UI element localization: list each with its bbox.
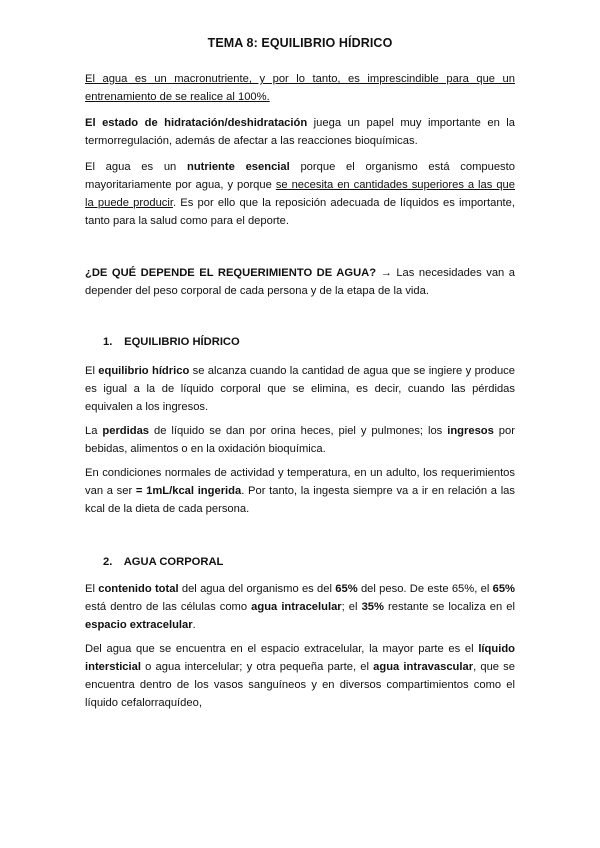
- bold-fragment: 65%: [335, 583, 358, 595]
- page-title: TEMA 8: EQUILIBRIO HÍDRICO: [207, 36, 393, 50]
- bold-fragment: espacio extracelular: [85, 619, 193, 631]
- bold-fragment: agua intravascular: [373, 661, 474, 673]
- text-fragment: , que se encuentra dentro de los vasos sanguíneos y en diversos compartimientos como el líquido cefalorraquídeo,: [85, 661, 515, 709]
- section1-paragraph-2: [85, 422, 515, 458]
- text-fragment: La: [85, 425, 103, 437]
- bold-fragment: 35%: [361, 601, 384, 613]
- bold-fragment: equilibrio hídrico: [98, 365, 190, 377]
- essential-nutrient-bold: nutriente esencial: [186, 161, 290, 173]
- hydration-bold: El estado de hidratación/deshidratación: [85, 117, 308, 129]
- hydration-paragraph: [85, 114, 515, 150]
- bold-fragment: contenido total: [98, 583, 179, 595]
- bold-fragment: = 1mL/kcal ingerida: [135, 485, 242, 497]
- text-fragment: En condiciones normales de actividad y temperatura, en un adulto, los requerimientos van a ser: [85, 467, 515, 497]
- text-fragment: se alcanza cuando la cantidad de agua que se ingiere y produce es igual a la de líquido corporal que se elimina, es decir, cuando las pérdidas equivalen a los ingresos.: [85, 365, 515, 413]
- underlined-fragment: se necesita en cantidades superiores a las que la puede producir: [85, 179, 515, 209]
- section-label: AGUA CORPORAL: [123, 556, 224, 568]
- intro-underlined-text: El agua es un macronutriente, y por lo tanto, es imprescindible para que un entrenamiento de se realice al 100%.: [85, 73, 515, 103]
- text-fragment: . Es por ello que la reposición adecuada de líquidos es importante, tanto para la salud como para el deporte.: [85, 197, 515, 227]
- text-fragment: . Por tanto, la ingesta siempre va a ir en relación a las kcal de la dieta de cada persona.: [85, 485, 515, 515]
- bold-fragment: agua intracelular: [251, 601, 342, 613]
- section-label: EQUILIBRIO HÍDRICO: [124, 336, 240, 348]
- bold-fragment: perdidas: [102, 425, 150, 437]
- section-heading-1: [103, 336, 240, 348]
- intro-paragraph: [85, 70, 515, 106]
- text-fragment: porque el organismo está compuesto mayoritariamente por agua, y porque: [85, 161, 515, 191]
- section-heading-2: [103, 556, 223, 568]
- text-fragment: .: [192, 619, 196, 631]
- bold-fragment: ingresos: [447, 425, 494, 437]
- section-number: 2.: [103, 556, 113, 568]
- section1-paragraph-1: [85, 362, 515, 416]
- text-fragment: está dentro de las células como: [85, 601, 252, 613]
- text-fragment: restante se localiza en el: [383, 601, 515, 613]
- section2-paragraph-1: [85, 580, 515, 634]
- text-fragment: del peso. De este 65%, el: [357, 583, 493, 595]
- text-fragment: ; el: [341, 601, 362, 613]
- text-fragment: El: [85, 365, 99, 377]
- text-fragment: El agua es un: [85, 161, 187, 173]
- text-fragment: Las necesidades van a depender del peso corporal de cada persona y de la etapa de la vida.: [85, 267, 516, 297]
- section1-paragraph-3: [85, 464, 515, 518]
- essential-nutrient-paragraph: [85, 158, 515, 230]
- text-fragment: El: [85, 583, 99, 595]
- bold-fragment: 65%: [492, 583, 515, 595]
- text-fragment: de líquido se dan por orina heces, piel y pulmones; los: [149, 425, 448, 437]
- arrow-right-icon: →: [376, 267, 397, 279]
- requirement-paragraph: [85, 264, 515, 300]
- requirement-question: ¿DE QUÉ DEPENDE EL REQUERIMIENTO DE AGUA?: [85, 267, 377, 279]
- section-number: 1.: [103, 336, 113, 348]
- text-fragment: Del agua que se encuentra en el espacio extracelular, la mayor parte es el: [85, 643, 479, 655]
- hydration-text: juega un papel muy importante en la termorregulación, además de afectar a las reacciones bioquímicas.: [85, 117, 515, 147]
- text-fragment: o agua intercelular; y otra pequeña parte, el: [140, 661, 374, 673]
- text-fragment: del agua del organismo es del: [178, 583, 336, 595]
- bold-fragment: líquido intersticial: [85, 643, 515, 673]
- text-fragment: por bebidas, alimentos o en la oxidación bioquímica.: [85, 425, 515, 455]
- section2-paragraph-2: [85, 640, 515, 712]
